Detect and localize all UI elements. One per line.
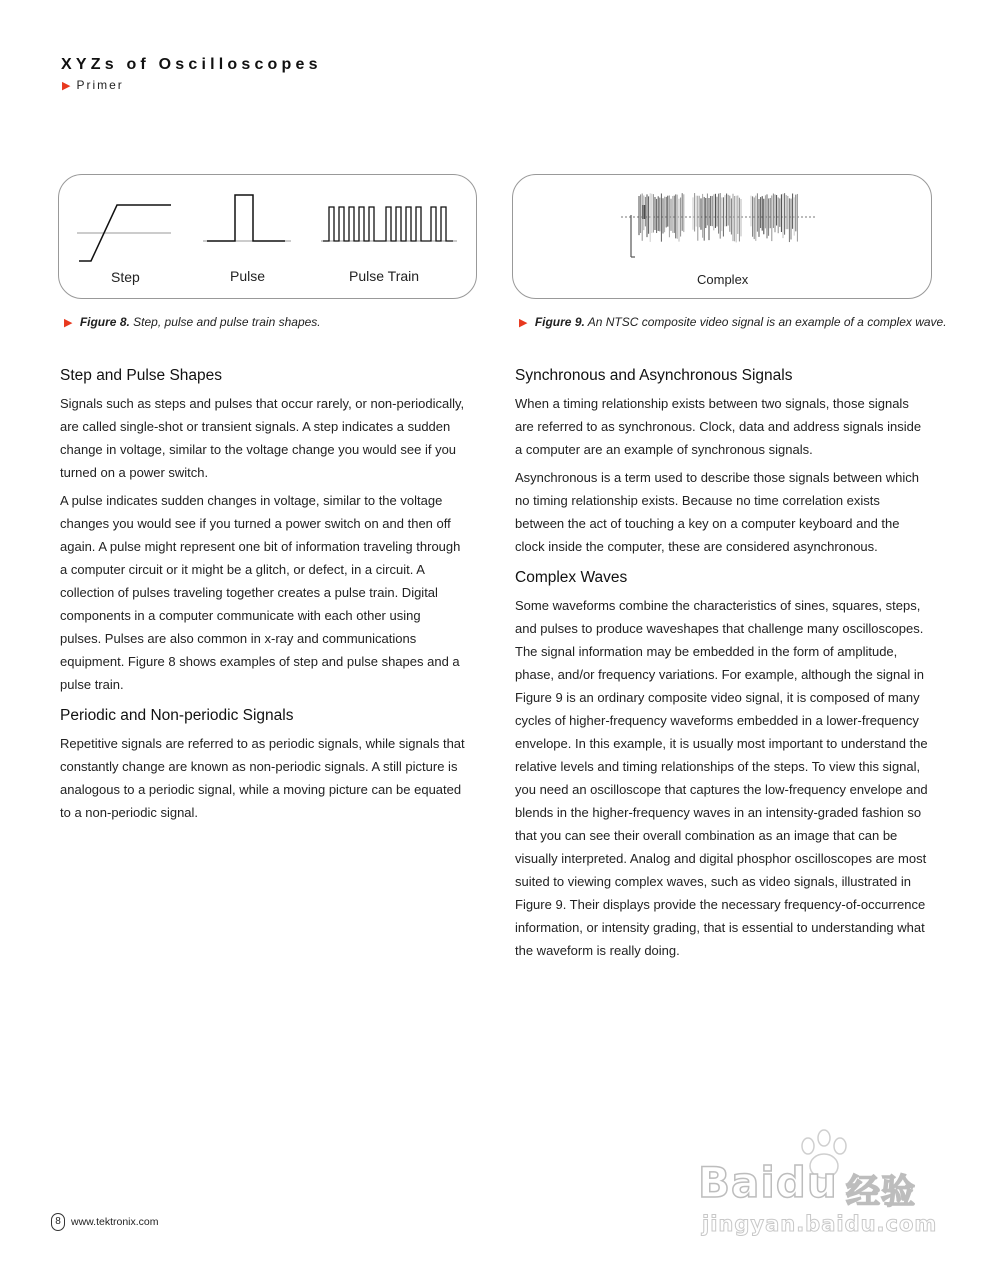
section-heading: Synchronous and Asynchronous Signals — [515, 367, 793, 384]
right-column — [515, 366, 931, 967]
pulse-train-waveform — [323, 207, 453, 241]
video-signal-bars — [639, 193, 797, 242]
subtitle-text: Primer — [76, 78, 124, 92]
page-number: 8 — [51, 1213, 65, 1231]
paragraph: When a timing relationship exists between two signals, those signals are referred to as synchronous. Clock, data and address signals inside a computer are an example of synchronous signals. — [515, 396, 922, 457]
complex-label: Complex — [697, 272, 749, 287]
section-heading: Step and Pulse Shapes — [60, 367, 223, 384]
pulse-label: Pulse — [230, 268, 266, 284]
figure-8-caption — [64, 315, 321, 329]
pulse-train-label: Pulse Train — [349, 268, 420, 284]
document-subtitle — [62, 78, 124, 92]
triangle-bullet-icon: ▶ — [62, 80, 73, 92]
document-title: XYZs of Oscilloscopes — [61, 56, 322, 73]
paragraph: Some waveforms combine the characteristics of sines, squares, steps, and pulses to produce waveshapes that challenge many oscilloscopes. The signal information may be embedded in the form of amplitude, phase, and/or frequency variations. For example, although the signal in Figure 9 is an ordinary composite video signal, it is composed of many cycles of higher-frequency waveforms embedded in a lower-frequency envelope. In this example, it is usually most important to understand the relative levels and timing relationships of the steps. To view this signal, you need an oscilloscope that captures the low-frequency envelope and blends in the higher-frequency waves in an intensity-graded fashion so that you can see their overall combination as an image that can be visually interpreted. Analog and digital phosphor oscilloscopes are most suited to viewing complex waves, such as video signals, illustrated in Figure 9. Their displays provide the necessary frequency-of-occurrence information, or intensity grading, that is essential to understanding what the waveform is really doing. — [515, 598, 928, 958]
section-heading: Periodic and Non-periodic Signals — [60, 707, 294, 724]
watermark-domain: jingyan.baidu.com — [702, 1212, 938, 1236]
paragraph: Signals such as steps and pulses that occur rarely, or non-periodically, are called single-shot or transient signals. A step indicates a sudden change in voltage, similar to the voltage change you would see if you turned on a power switch. — [60, 396, 465, 480]
page-footer — [51, 1213, 159, 1231]
pulse-waveform — [207, 195, 285, 241]
step-label: Step — [111, 269, 140, 285]
watermark-cn: 经验 — [846, 1172, 916, 1212]
figure-8-caption-text: Step, pulse and pulse train shapes. — [133, 315, 321, 329]
figure-8-box — [58, 174, 477, 299]
figure-9-caption-text: An NTSC composite video signal is an example of a complex wave. — [587, 315, 947, 329]
left-column — [60, 366, 465, 829]
figure-9-caption-label: Figure 9. — [534, 315, 585, 329]
baidu-watermark — [698, 1128, 938, 1240]
section-heading: Complex Waves — [515, 569, 628, 586]
watermark-brand: Baidu — [698, 1158, 838, 1207]
figure-8-caption-label: Figure 8. — [79, 315, 130, 329]
figure-9-box — [512, 174, 932, 299]
paragraph: A pulse indicates sudden changes in voltage, similar to the voltage changes you would see if you turned a power switch on and then off again. A pulse might represent one bit of information traveling through a computer circuit or it might be a glitch, or defect, in a circuit. A collection of pulses traveling together creates a pulse train. Digital components in a computer communicate with each other using pulses. Pulses are also common in x-ray and communications equipment. Figure 8 shows examples of step and pulse shapes and a pulse train. — [60, 493, 461, 692]
triangle-bullet-icon: ▶ — [519, 317, 528, 329]
paragraph: Repetitive signals are referred to as periodic signals, while signals that constantly change are known as non-periodic signals. A still picture is analogous to a periodic signal, while a moving picture can be equated to a non-periodic signal. — [60, 736, 465, 820]
triangle-bullet-icon: ▶ — [64, 317, 73, 329]
figure-9-caption — [519, 315, 947, 329]
footer-url[interactable]: www.tektronix.com — [71, 1216, 159, 1228]
paragraph: Asynchronous is a term used to describe those signals between which no timing relationship exists. Because no time correlation exists between the act of touching a key on a computer keyboard and the clock inside the computer, these are considered asynchronous. — [515, 470, 919, 554]
